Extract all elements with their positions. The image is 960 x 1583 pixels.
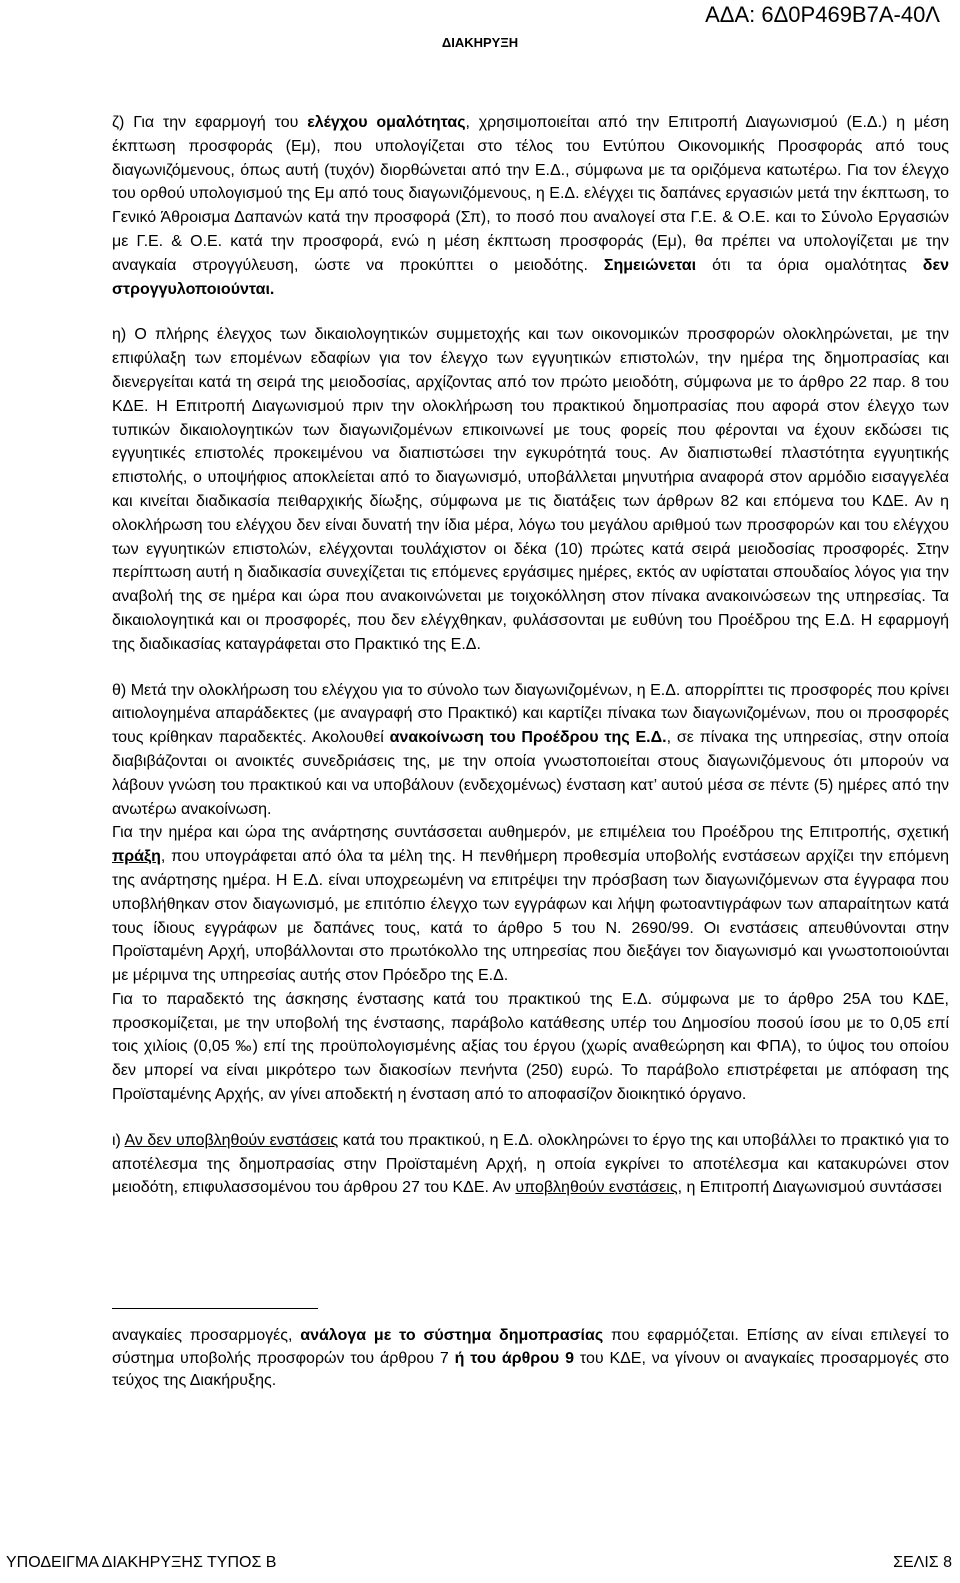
text: Για την ημέρα και ώρα της ανάρτησης συντάσσεται αυθημερόν, με επιμέλεια του Προέδρου της Επιτροπής, σχετική — [112, 824, 949, 842]
document-body — [112, 111, 949, 1200]
text: ότι τα όρια ομαλότητας — [696, 256, 923, 274]
bold-text: Σημειώνεται — [603, 256, 697, 274]
underlined-text: Αν δεν υποβληθούν ενστάσεις — [124, 1131, 339, 1149]
text: του ΚΔΕ, να γίνουν οι αναγκαίες προσαρμογές στο τεύχος της Διακήρυξης. — [112, 1349, 950, 1389]
paragraph-eta: η) Ο πλήρης έλεγχος των δικαιολογητικών συμμετοχής και των οικονομικών προσφορών ολοκληρώνεται, με την επιφύλαξη των επομένων εδαφίων για τον έλεγχο των εγγυητικών επιστολών, την ημέρα της δημοπρασίας και διενεργείται κατά τη σειρά της μειοδοσίας, αρχίζοντας από τον πρώτο μειοδότη, σύμφωνα με το άρθρο 22 παρ. 8 του ΚΔΕ. Η Επιτροπή Διαγωνισμού πριν την ολοκλήρωση του πρακτικού δημοπρασίας που αφορά στον έλεγχο των τυπικών δικαιολογητικών των διαγωνιζομένων επικοινωνεί με τους φορείς που φέρονται να έχουν εκδώσει τις εγγυητικές επιστολές προκειμένου να διαπιστώσει την εγκυρότητά τους. Αν διαπιστωθεί πλαστότητα εγγυητικής επιστολής, ο υποψήφιος αποκλείεται από το διαγωνισμό, υποβάλλεται μηνυτήρια αναφορά στον αρμόδιο εισαγγελέα και κινείται διαδικασία πειθαρχικής δίωξης, σύμφωνα με τις διατάξεις των άρθρων 82 και επόμενα του ΚΔΕ. Αν η ολοκλήρωση του ελέγχου δεν είναι δυνατή την ίδια μέρα, λόγω του μεγάλου αριθμού των προσφορών και του ελέγχου των εγγυητικών επιστολών, ελέγχονται τουλάχιστον οι δέκα (10) πρώτες κατά σειρά μειοδοσίας προσφορές. Στην περίπτωση αυτή η διαδικασία συνεχίζεται τις επόμενες εργάσιμες ημέρες, εκτός αν υφίσταται σπουδαίος λόγος για την αναβολή της σε ημέρα και ώρα που ανακοινώνεται με τοιχοκόλληση στον πίνακα ανακοινώσεων της υπηρεσίας. Τα δικαιολογητικά και οι προσφορές, που δεν ελέγχθηκαν, φυλάσσονται με ευθύνη του Προέδρου της Ε.Δ. Η εφαρμογή της διαδικασίας καταγράφεται στο Πρακτικό της Ε.Δ. — [112, 326, 949, 653]
bold-text: δεν στρογγυλοποιούνται. — [112, 256, 949, 298]
paragraph-theta-3: Για το παραδεκτό της άσκησης ένστασης κατά του πρακτικού της Ε.Δ. σύμφωνα με το άρθρο 25Α του ΚΔΕ, προσκομίζεται, με την υποβολή της ένστασης, παράβολο κατάθεσης υπέρ του Δημοσίου ποσού ίσου με το 0,05 επί τοις χιλίοις (0,05 ‰) επί της προϋπολογισμένης αξίας του έργου (χωρίς αναθεώρηση και ΦΠΑ), το ύψος του οποίου δεν μπορεί να είναι μικρότερο των διακοσίων πενήντα (250) ευρώ. Το παράβολο επιστρέφεται με απόφαση της Προϊσταμένης Αρχής, αν γίνει αποδεκτή η ένσταση από το αποφασίζον διοικητικό όργανο. — [112, 990, 949, 1104]
bold-underlined-text: πράξη — [112, 848, 161, 866]
text: θ) Μετά την ολοκλήρωση του ελέγχου για το σύνολο των διαγωνιζομένων, η Ε.Δ. απορρίπτει τις προσφορές που κρίνει αιτιολογημένα απαράδεκτες (με αναγραφή στο Πρακτικό) και καρτίζει πίνακα των διαγωνιζομένων, που οι προσφορές τους κρίθηκαν παραδεκτές. Ακολουθεί — [112, 681, 949, 747]
bold-text: ανακοίνωση του Προέδρου της Ε.Δ. — [389, 729, 667, 747]
paragraph-iota — [112, 1129, 949, 1200]
text: ι) — [112, 1131, 125, 1149]
paragraph-theta-2 — [112, 821, 949, 988]
text: ζ) Για την εφαρμογή του — [112, 114, 308, 131]
footnote-text — [112, 1325, 949, 1393]
footer-page-number: ΣΕΛΙΣ 8 — [893, 1554, 952, 1571]
text: κατά του πρακτικού, η Ε.Δ. ολοκληρώνει το έργο της και υποβάλλει το πρακτικό για το αποτέλεσμα της δημοπρασίας στην Προϊσταμένη Αρχή, η οποία εγκρίνει το αποτέλεσμα και κατακυρώνει στον μειοδότη, επιφυλασσομένου του άρθρου 27 του ΚΔΕ. Αν — [112, 1131, 949, 1197]
document-type-header: ΔΙΑΚΗΡΥΞΗ — [441, 35, 519, 50]
text: που εφαρμόζεται. Επίσης αν είναι επιλεγεί το σύστημα υποβολής προσφορών του άρθρου 7 — [112, 1327, 949, 1367]
text: , σε πίνακα της υπηρεσίας, στην οποία διαβιβάζονται οι ανοικτές συνεδριάσεις της, με την οποία γνωστοποιείται στους διαγωνιζόμενους ότι μπορούν να λάβουν γνώση του πρακτικού και να υποβάλουν (ενδεχομένως) ένσταση κατ’ αυτού μέσα σε πέντε (5) ημέρες από την ανωτέρω ανακοίνωση. — [112, 729, 949, 818]
paragraph-theta — [112, 679, 949, 822]
ada-code: ΑΔΑ: 6Δ0Ρ469Β7Α-40Λ — [705, 2, 940, 27]
paragraph-z — [112, 111, 949, 301]
bold-text: ανάλογα με το σύστημα δημοπρασίας — [300, 1327, 604, 1344]
text: , χρησιμοποιείται από την Επιτροπή Διαγωνισμού (Ε.Δ.) η μέση έκπτωση προσφοράς (Εμ), που υπολογίζεται στο τέλος του Εντύπου Οικονομικής Προσφοράς από τους διαγωνιζόμενους, όπως αυτή (τυχόν) διορθώνεται από την Ε.Δ., σύμφωνα με τα οριζόμενα κατωτέρω. Για τον έλεγχο του ορθού υπολογισμού της Εμ από τους διαγωνιζόμενους, η Ε.Δ. ελέγχει τις δαπάνες εργασιών μετά την έκπτωση, το Γενικό Άθροισμα Δαπανών κατά την προσφορά (Σπ), το ποσό που αναλογεί στα Γ.Ε. & Ο.Ε. και το Σύνολο Εργασιών με Γ.Ε. & Ο.Ε. κατά την προσφορά, ενώ η μέση έκπτωση προσφοράς (Εμ), θα πρέπει να υπολογίζεται με την αναγκαία στρογγύλευση, ώστε να προκύπτει ο μειοδότης. — [112, 114, 950, 274]
text: , που υπογράφεται από όλα τα μέλη της. Η πενθήμερη προθεσμία υποβολής ενστάσεων αρχίζει την επόμενη της ανάρτησης ημέρα. Η Ε.Δ. είναι υποχρεωμένη να επιτρέψει την πρόσβαση των διαγωνιζόμενων στα έγγραφα που υποβλήθηκαν στον διαγωνισμό, με επιτόπιο έλεγχο των εγγράφων και λήψη φωτοαντιγράφων των απαραίτητων κατά τους ίδιους εγγράφων με δαπάνες τους, κατά το άρθρο 5 του Ν. 2690/99. Οι ενστάσεις απευθύνονται στην Προϊσταμένη Αρχή, υποβάλλονται στο πρωτόκολλο της υπηρεσίας που διεξάγει τον διαγωνισμό και γνωστοποιούνται με μέριμνα της υπηρεσίας αυτής στον Πρόεδρο της Ε.Δ. — [112, 848, 949, 985]
bold-text: ή του άρθρου 9 — [454, 1349, 574, 1367]
footnote-separator — [112, 1308, 318, 1309]
text: αναγκαίες προσαρμογές, — [112, 1327, 301, 1344]
footer-document-name: ΥΠΟΔΕΙΓΜΑ ΔΙΑΚΗΡΥΞΗΣ ΤΥΠΟΣ Β — [6, 1554, 277, 1571]
bold-text: ελέγχου ομαλότητας — [307, 114, 466, 131]
text: , η Επιτροπή Διαγωνισμού συντάσσει — [677, 1179, 942, 1197]
underlined-text: υποβληθούν ενστάσεις — [515, 1179, 678, 1197]
